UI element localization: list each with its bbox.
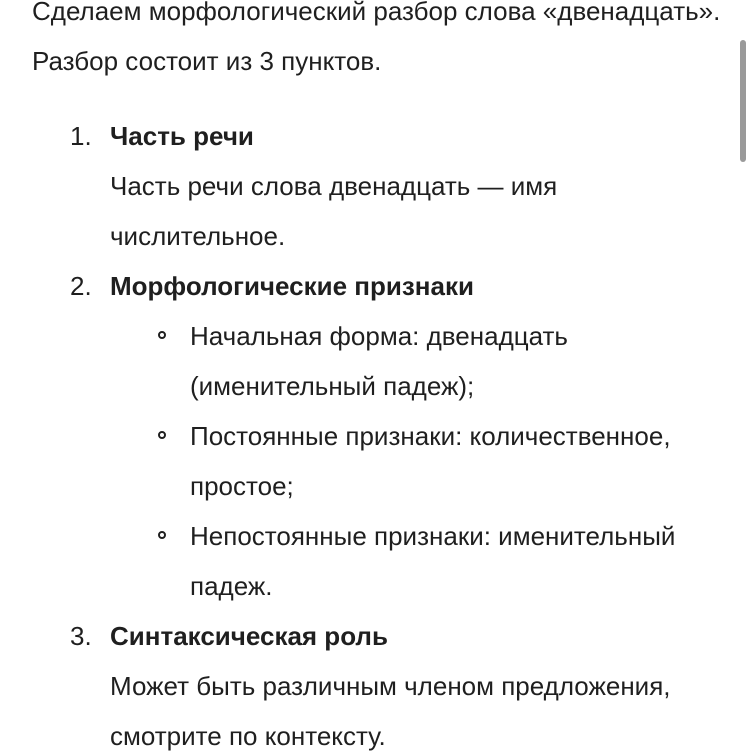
bullet-icon — [158, 431, 166, 439]
step-number: 2. — [70, 271, 92, 301]
analysis-steps — [32, 111, 722, 751]
step-title: Морфологические признаки — [110, 271, 474, 301]
feature-text: Постоянные признаки: количественное, простое; — [190, 421, 671, 501]
analysis-article — [32, 0, 722, 751]
feature-item-constant — [32, 411, 722, 511]
bullet-icon — [158, 531, 166, 539]
step-part-of-speech — [32, 111, 722, 261]
step-text: Может быть различным членом предложения, смотрите по контексту. — [110, 671, 671, 751]
scrollbar[interactable] — [740, 40, 746, 162]
feature-list — [110, 311, 722, 611]
intro-paragraph: Сделаем морфологический разбор слова «двенадцать». Разбор состоит из 3 пунктов. — [32, 0, 721, 76]
feature-item-initial-form — [32, 311, 722, 411]
step-text: Часть речи слова двенадцать — имя числительное. — [110, 171, 558, 251]
feature-text: Непостоянные признаки: именительный падеж. — [190, 521, 676, 601]
feature-item-variable — [32, 511, 722, 611]
step-number: 1. — [70, 121, 92, 151]
step-title: Часть речи — [110, 121, 254, 151]
step-number: 3. — [70, 621, 92, 651]
step-syntactic-role — [32, 611, 722, 751]
feature-text: Начальная форма: двенадцать (именительный падеж); — [190, 321, 568, 401]
bullet-icon — [158, 331, 166, 339]
step-title: Синтаксическая роль — [110, 621, 388, 651]
step-morphological-features — [32, 261, 722, 611]
